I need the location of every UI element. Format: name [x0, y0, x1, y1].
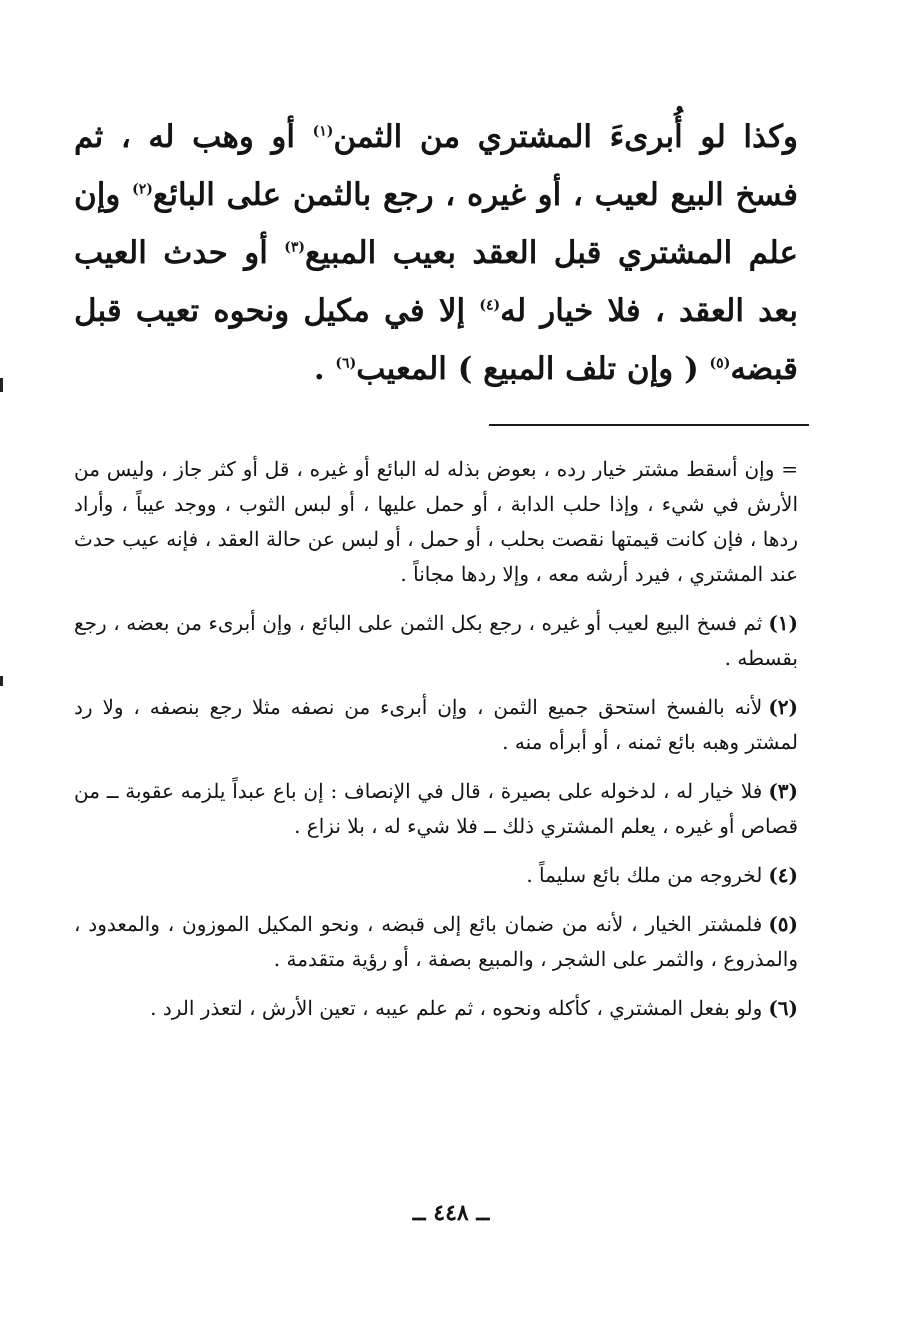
scan-edge-mark: [0, 676, 3, 686]
footnote-4: [74, 858, 798, 893]
footnote-text: ثم فسخ البيع لعيب أو غيره ، رجع بكل الثمن على البائع ، وإن أبرىء من بعضه ، رجع بقسطه .: [74, 611, 798, 670]
footnote-ref: (١): [312, 123, 334, 140]
page-number: ــ ٤٤٨ ــ: [412, 1200, 490, 1226]
footnote-number: (٦): [768, 996, 798, 1020]
footnote-number: (٣): [768, 779, 798, 803]
footnote-number: (٢): [768, 695, 798, 719]
main-text-segment: ( وإن تلف المبيع ) المعيب: [356, 351, 710, 387]
footnote-continuation: [74, 452, 798, 592]
footnote-6: [74, 991, 798, 1026]
footnote-ref: (٣): [284, 239, 306, 256]
footnote-text: فلا خيار له ، لدخوله على بصيرة ، قال في الإنصاف : إن باع عبداً يلزمه عقوبة ــ من قصاص أو غيره ، يعلم المشتري ذلك ــ فلا شيء له ، بلا نزاع .: [74, 779, 798, 838]
footnote-ref: (٢): [132, 181, 153, 198]
footnote-ref: (٥): [709, 355, 731, 372]
footnote-ref: (٦): [335, 355, 357, 372]
footnote-number: (١): [768, 611, 798, 635]
footnote-number: (٤): [768, 863, 798, 887]
main-text-segment: وكذا لو أُبرىءَ المشتري من الثمن: [333, 119, 799, 155]
footnote-text: = وإن أسقط مشتر خيار رده ، بعوض بذله له البائع أو غيره ، قل أو كثر جاز ، وليس من الأرش في شيء ، وإذا حلب الدابة ، أو حمل عليها ، أو لبس الثوب ، ووجد عيباً ، وأراد ردها ، فإن كانت قيمتها نقصت بحلب ، أو حمل ، أو لبس عن حالة العقد ، فإنه عيب حدث عند المشتري ، فيرد أرشه معه ، وإلا ردها مجاناً .: [74, 457, 798, 586]
footnote-text: لأنه بالفسخ استحق جميع الثمن ، وإن أبرىء من نصفه مثلا رجع بنصفه ، ولا رد لمشتر وهبه بائع ثمنه ، أو أبرأه منه .: [74, 695, 798, 754]
footnote-text: ولو بفعل المشتري ، كأكله ونحوه ، ثم علم عيبه ، تعين الأرش ، لتعذر الرد .: [150, 996, 763, 1020]
footnote-number: (٥): [768, 912, 798, 936]
footnote-text: لخروجه من ملك بائع سليماً .: [526, 863, 763, 887]
scan-edge-mark: [0, 378, 3, 392]
main-text-segment: أو وهب له ، ثم فسخ البيع لعيب ، أو غيره ، رجع بالثمن على البائع: [74, 119, 798, 213]
footnote-3: [74, 774, 798, 844]
footnote-5: [74, 907, 798, 977]
main-text-segment: .: [313, 351, 336, 387]
footnotes: [74, 452, 798, 1040]
main-text-segment: وإن علم المشتري قبل العقد بعيب المبيع: [74, 177, 798, 271]
main-text: [74, 108, 798, 398]
footnote-ref: (٤): [479, 297, 501, 314]
main-text-segment: أو حدث العيب بعد العقد ، فلا خيار له: [74, 235, 798, 329]
main-text-segment: إلا في مكيل ونحوه تعيب قبل قبضه: [74, 293, 798, 387]
footnote-text: فلمشتر الخيار ، لأنه من ضمان بائع إلى قبضه ، ونحو المكيل الموزون ، والمعدود ، والمذروع ، والثمر على الشجر ، والمبيع بصفة ، أو رؤية متقدمة .: [74, 912, 798, 971]
footnote-2: [74, 690, 798, 760]
footnote-divider: [489, 424, 809, 426]
footnote-1: [74, 606, 798, 676]
